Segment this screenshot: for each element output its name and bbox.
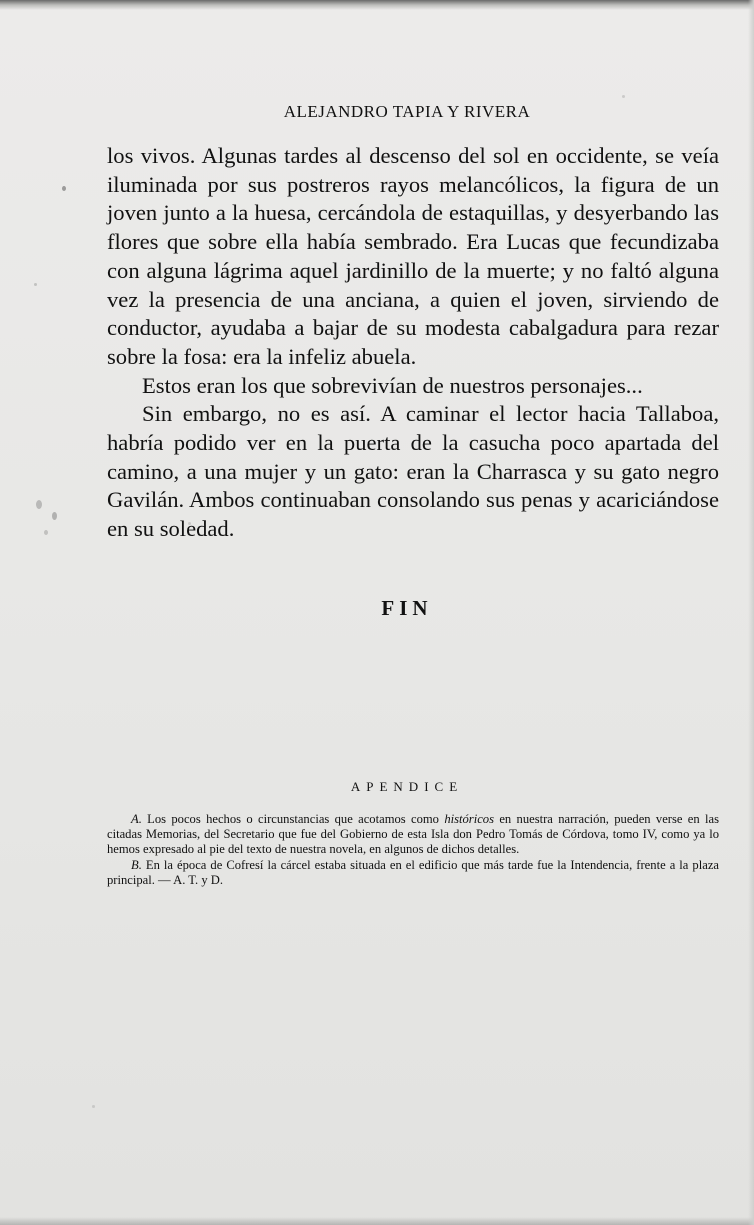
paragraph-continuation: los vivos. Algunas tardes al descenso del sol en occidente, se veía iluminada por sus postreros rayos melancólicos, la figura de un joven junto a la huesa, cercándola de estaquillas, y desyerbando las flores que sobre ella había sembrado. Era Lucas que fecundizaba con alguna lágrima aquel jardinillo de la muerte; y no faltó alguna vez la presencia de una anciana, a quien el joven, sirviendo de conductor, ayudaba a bajar de su modesta cabalgadura para rezar sobre la fosa: era la infeliz abuela. bbox=[107, 143, 719, 369]
running-head-title: ALEJANDRO TAPIA Y RIVERA bbox=[283, 102, 531, 121]
paper-speck bbox=[36, 500, 42, 509]
paper-speck bbox=[622, 95, 625, 98]
page-bottom-edge bbox=[0, 1217, 754, 1225]
note-b-label: B. bbox=[131, 857, 142, 872]
note-a-text-start: Los pocos hechos o circunstancias que acotamos como bbox=[141, 812, 445, 826]
paper-speck bbox=[92, 1105, 95, 1108]
paper-speck bbox=[62, 186, 66, 191]
page-top-edge bbox=[0, 0, 754, 10]
note-a bbox=[107, 812, 719, 858]
end-mark: FIN bbox=[381, 596, 433, 620]
paper-speck bbox=[34, 283, 37, 286]
paragraph-survivors: Estos eran los que sobrevivían de nuestros personajes... bbox=[142, 372, 643, 398]
appendix-notes bbox=[107, 812, 719, 888]
main-text bbox=[107, 142, 719, 544]
note-a-text-end: en nuestra narración, pueden verse en las citadas Memorias, del Secretario que fue del Gobierno de esta Isla don Pedro Tomás de Córdova, tomo IV, como ya lo hemos expresado al pie del texto de nuestra novela, en algunos de dichos detalles. bbox=[107, 812, 719, 857]
paragraph-charrasca: Sin embargo, no es así. A caminar el lector hacia Tallaboa, habría podido ver en la puerta de la casucha poco apartada del camino, a una mujer y un gato: eran la Charrasca y su gato negro Gavilán. Ambos continuaban consolando sus penas y acariciándose en su soledad. bbox=[107, 401, 719, 542]
note-b bbox=[107, 858, 719, 888]
note-a-emphasis: históricos bbox=[444, 812, 494, 826]
paper-speck bbox=[44, 530, 48, 535]
paper-speck bbox=[52, 512, 57, 520]
appendix-title: APENDICE bbox=[350, 779, 464, 794]
note-b-text: En la época de Cofresí la cárcel estaba situada en el edificio que más tarde fue la Intendencia, frente a la plaza principal. — A. T. y D. bbox=[107, 857, 719, 887]
note-a-label: A. bbox=[131, 812, 142, 826]
